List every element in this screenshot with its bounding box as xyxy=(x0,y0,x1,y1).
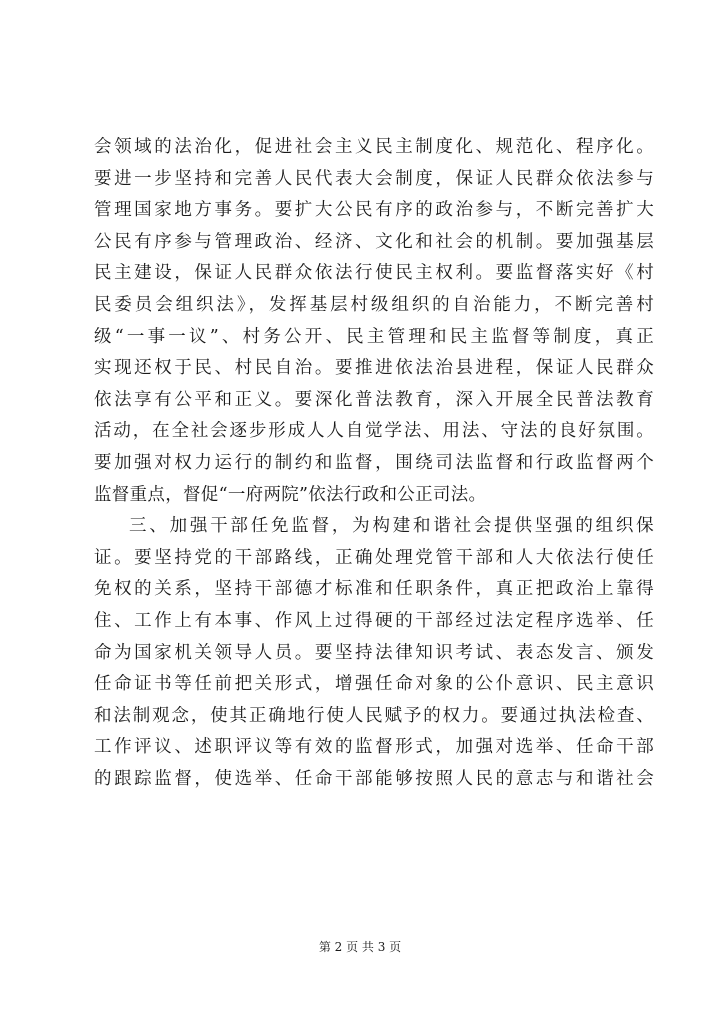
text-line: 工作评议、述职评议等有效的监督形式，加强对选举、任命干部 xyxy=(94,737,654,758)
text-line: 要加强对权力运行的制约和监督，围绕司法监督和行政监督两个 xyxy=(94,452,654,473)
page-footer xyxy=(0,938,720,955)
text-line: 会领域的法治化，促进社会主义民主制度化、规范化、程序化。 xyxy=(94,137,654,157)
text-line: 民委员会组织法》，发挥基层村级组织的自治能力，不断完善村 xyxy=(94,294,654,315)
text-line: 任命证书等任前把关形式，增强任命对象的公仆意识、民主意识 xyxy=(94,674,654,695)
text-line: 管理国家地方事务。要扩大公民有序的政治参与，不断完善扩大 xyxy=(94,200,654,221)
text-line: 和法制观念，使其正确地行使人民赋予的权力。要通过执法检查、 xyxy=(94,705,654,726)
text-line: 的跟踪监督，使选举、任命干部能够按照人民的意志与和谐社会 xyxy=(94,768,654,789)
text-line: 免权的关系，坚持干部德才标准和任职条件，真正把政治上靠得 xyxy=(94,579,654,600)
text-line: 活动，在全社会逐步形成人人自觉学法、用法、守法的良好氛围。 xyxy=(94,421,654,442)
document-body xyxy=(94,132,654,795)
text-line: 公民有序参与管理政治、经济、文化和社会的机制。要加强基层 xyxy=(94,231,654,252)
text-line: 证。要坚持党的干部路线，正确处理党管干部和人大依法行使任 xyxy=(94,547,654,568)
text-line: 级“一事一议”、村务公开、民主管理和民主监督等制度，真正 xyxy=(94,326,654,347)
text-line: 民主建设，保证人民群众依法行使民主权利。要监督落实好《村 xyxy=(94,263,654,284)
page-indicator: 第 2 页 共 3 页 xyxy=(318,940,402,954)
section-heading-line: 三、加强干部任免监督，为构建和谐社会提供坚强的组织保 xyxy=(129,516,654,537)
text-line: 住、工作上有本事、作风上过得硬的干部经过法定程序选举、任 xyxy=(94,610,654,631)
text-line: 监督重点，督促“一府两院”依法行政和公正司法。 xyxy=(94,484,487,505)
text-line: 依法享有公平和正义。要深化普法教育，深入开展全民普法教育 xyxy=(94,389,654,410)
text-line: 实现还权于民、村民自治。要推进依法治县进程，保证人民群众 xyxy=(94,358,654,379)
text-line: 命为国家机关领导人员。要坚持法律知识考试、表态发言、颁发 xyxy=(94,642,654,663)
text-line: 要进一步坚持和完善人民代表大会制度，保证人民群众依法参与 xyxy=(94,168,654,189)
